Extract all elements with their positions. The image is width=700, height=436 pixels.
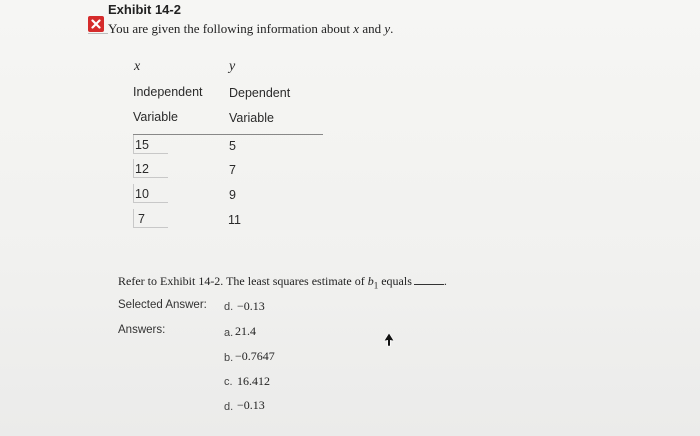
answer-option-letter: b. <box>224 352 234 364</box>
answer-option-value: −0.13 <box>237 398 265 412</box>
question-text <box>118 274 447 290</box>
question-suffix: equals <box>381 274 412 288</box>
table-row-x: 7 <box>138 212 145 226</box>
question-prefix: Refer to Exhibit 14-2. The least squares estimate of <box>118 274 365 288</box>
table-row-y: 7 <box>229 163 236 177</box>
answer-option-value: 16.412 <box>237 374 270 388</box>
mouse-cursor-icon <box>383 332 395 348</box>
intro-y: y <box>384 21 391 36</box>
y-label-line2: Variable <box>229 111 274 125</box>
incorrect-icon <box>88 16 104 32</box>
answers-label: Answers: <box>118 324 166 336</box>
exhibit-title: Exhibit 14-2 <box>108 2 181 17</box>
y-column-header: y <box>229 59 236 74</box>
x-label-line1: Independent <box>133 85 203 99</box>
answer-option-letter: d. <box>224 401 234 413</box>
selected-answer-label: Selected Answer: <box>118 299 207 311</box>
table-row-x: 10 <box>135 187 149 201</box>
divider <box>88 33 108 34</box>
intro-prefix: You are given the following information about <box>108 21 351 36</box>
answer-option-value: 21.4 <box>235 324 256 338</box>
selected-answer-value: −0.13 <box>237 299 265 313</box>
table-row-x: 12 <box>135 162 149 176</box>
selected-answer-letter: d. <box>224 301 234 313</box>
intro-text <box>108 21 393 37</box>
question-end: . <box>443 274 447 288</box>
x-label-line2: Variable <box>133 110 178 124</box>
table-row-y: 9 <box>229 188 236 202</box>
question-symbol: b <box>367 274 374 288</box>
x-column-header: x <box>134 59 141 74</box>
answer-option-letter: a. <box>224 327 234 339</box>
intro-and: and <box>362 21 382 36</box>
intro-x: x <box>353 21 360 36</box>
x-mark-icon <box>91 19 101 29</box>
question-subscript: 1 <box>373 280 379 291</box>
intro-end: . <box>390 21 394 36</box>
table-row-x: 15 <box>135 138 149 152</box>
table-row-y: 11 <box>228 213 241 227</box>
y-label-line1: Dependent <box>229 86 291 100</box>
answer-option-value: −0.7647 <box>235 349 275 363</box>
answer-blank <box>414 284 444 285</box>
table-row-y: 5 <box>229 139 236 153</box>
answer-option-letter: c. <box>224 376 233 388</box>
